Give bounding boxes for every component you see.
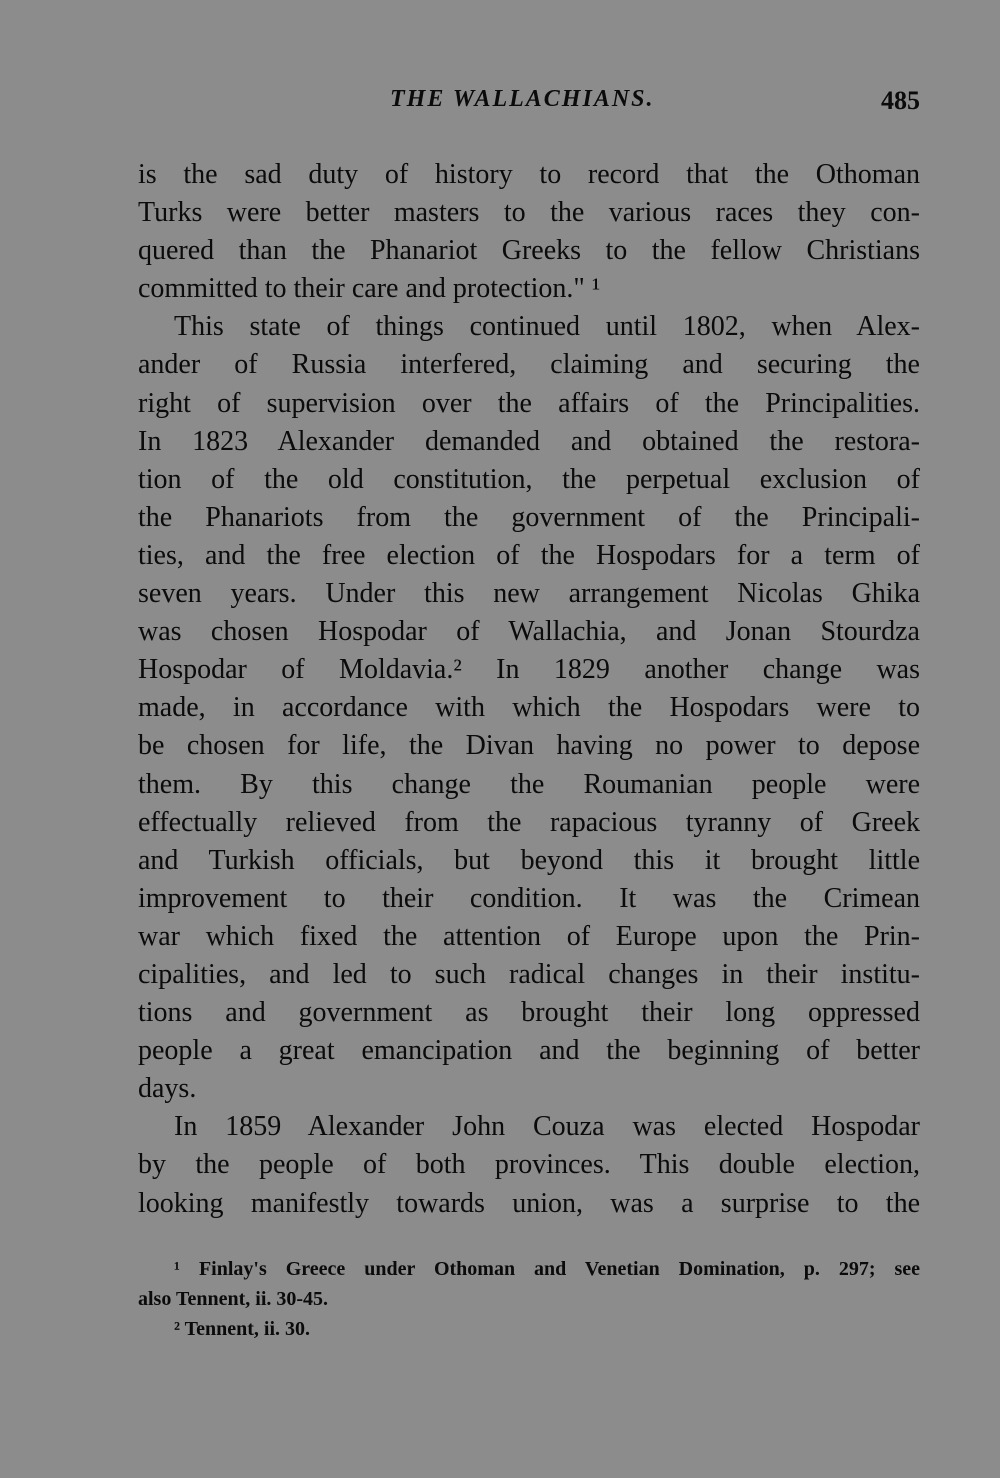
- text-line: This state of things continued until 1802, when Alex-: [174, 311, 920, 343]
- text-line: cipalities, and led to such radical changes in their institu-: [138, 958, 920, 990]
- text-line: right of supervision over the affairs of the Principalities.: [138, 387, 920, 419]
- text-line: by the people of both provinces. This double election,: [138, 1149, 920, 1181]
- text-line: was chosen Hospodar of Wallachia, and Jonan Stourdza: [138, 616, 920, 648]
- footnote-line: ² Tennent, ii. 30.: [174, 1318, 311, 1340]
- text-line: people a great emancipation and the beginning of better: [138, 1035, 920, 1067]
- text-line: ties, and the free election of the Hospodars for a term of: [138, 539, 920, 571]
- text-line: Turks were better masters to the various races they con-: [138, 197, 920, 229]
- text-line: war which fixed the attention of Europe upon the Prin-: [138, 920, 920, 952]
- text-line: seven years. Under this new arrangement Nicolas Ghika: [138, 578, 920, 610]
- page-number: 485: [881, 86, 920, 115]
- text-line: the Phanariots from the government of the Principali-: [138, 501, 920, 533]
- text-line: improvement to their condition. It was the Crimean: [138, 882, 920, 914]
- text-line: ander of Russia interfered, claiming and securing the: [138, 349, 920, 381]
- text-line: effectually relieved from the rapacious tyranny of Greek: [138, 806, 920, 838]
- text-line: made, in accordance with which the Hospodars were to: [138, 692, 920, 724]
- text-line: looking manifestly towards union, was a surprise to the: [138, 1187, 920, 1219]
- text-line: be chosen for life, the Divan having no power to depose: [138, 730, 920, 762]
- text-line: days.: [138, 1073, 197, 1105]
- text-line: tion of the old constitution, the perpetual exclusion of: [138, 463, 920, 495]
- text-line: is the sad duty of history to record that the Othoman: [138, 159, 920, 190]
- text-line: quered than the Phanariot Greeks to the fellow Christians: [138, 235, 920, 267]
- footnote-line: ¹ Finlay's Greece under Othoman and Venetian Domination, p. 297; see: [174, 1258, 920, 1280]
- footnote-line: also Tennent, ii. 30-45.: [138, 1288, 329, 1310]
- running-title: THE WALLACHIANS.: [390, 86, 655, 112]
- text-line: them. By this change the Roumanian people were: [138, 768, 920, 800]
- text-line: and Turkish officials, but beyond this it brought little: [138, 844, 920, 876]
- body-text: [138, 156, 920, 1223]
- text-line: tions and government as brought their long oppressed: [138, 997, 920, 1029]
- running-head: [138, 86, 920, 126]
- text-line: Hospodar of Moldavia.² In 1829 another change was: [138, 654, 920, 686]
- text-line: In 1823 Alexander demanded and obtained the restora-: [138, 425, 920, 457]
- text-line: In 1859 Alexander John Couza was elected Hospodar: [174, 1111, 920, 1143]
- text-line: committed to their care and protection." ¹: [138, 273, 601, 305]
- footnotes: [138, 1254, 920, 1344]
